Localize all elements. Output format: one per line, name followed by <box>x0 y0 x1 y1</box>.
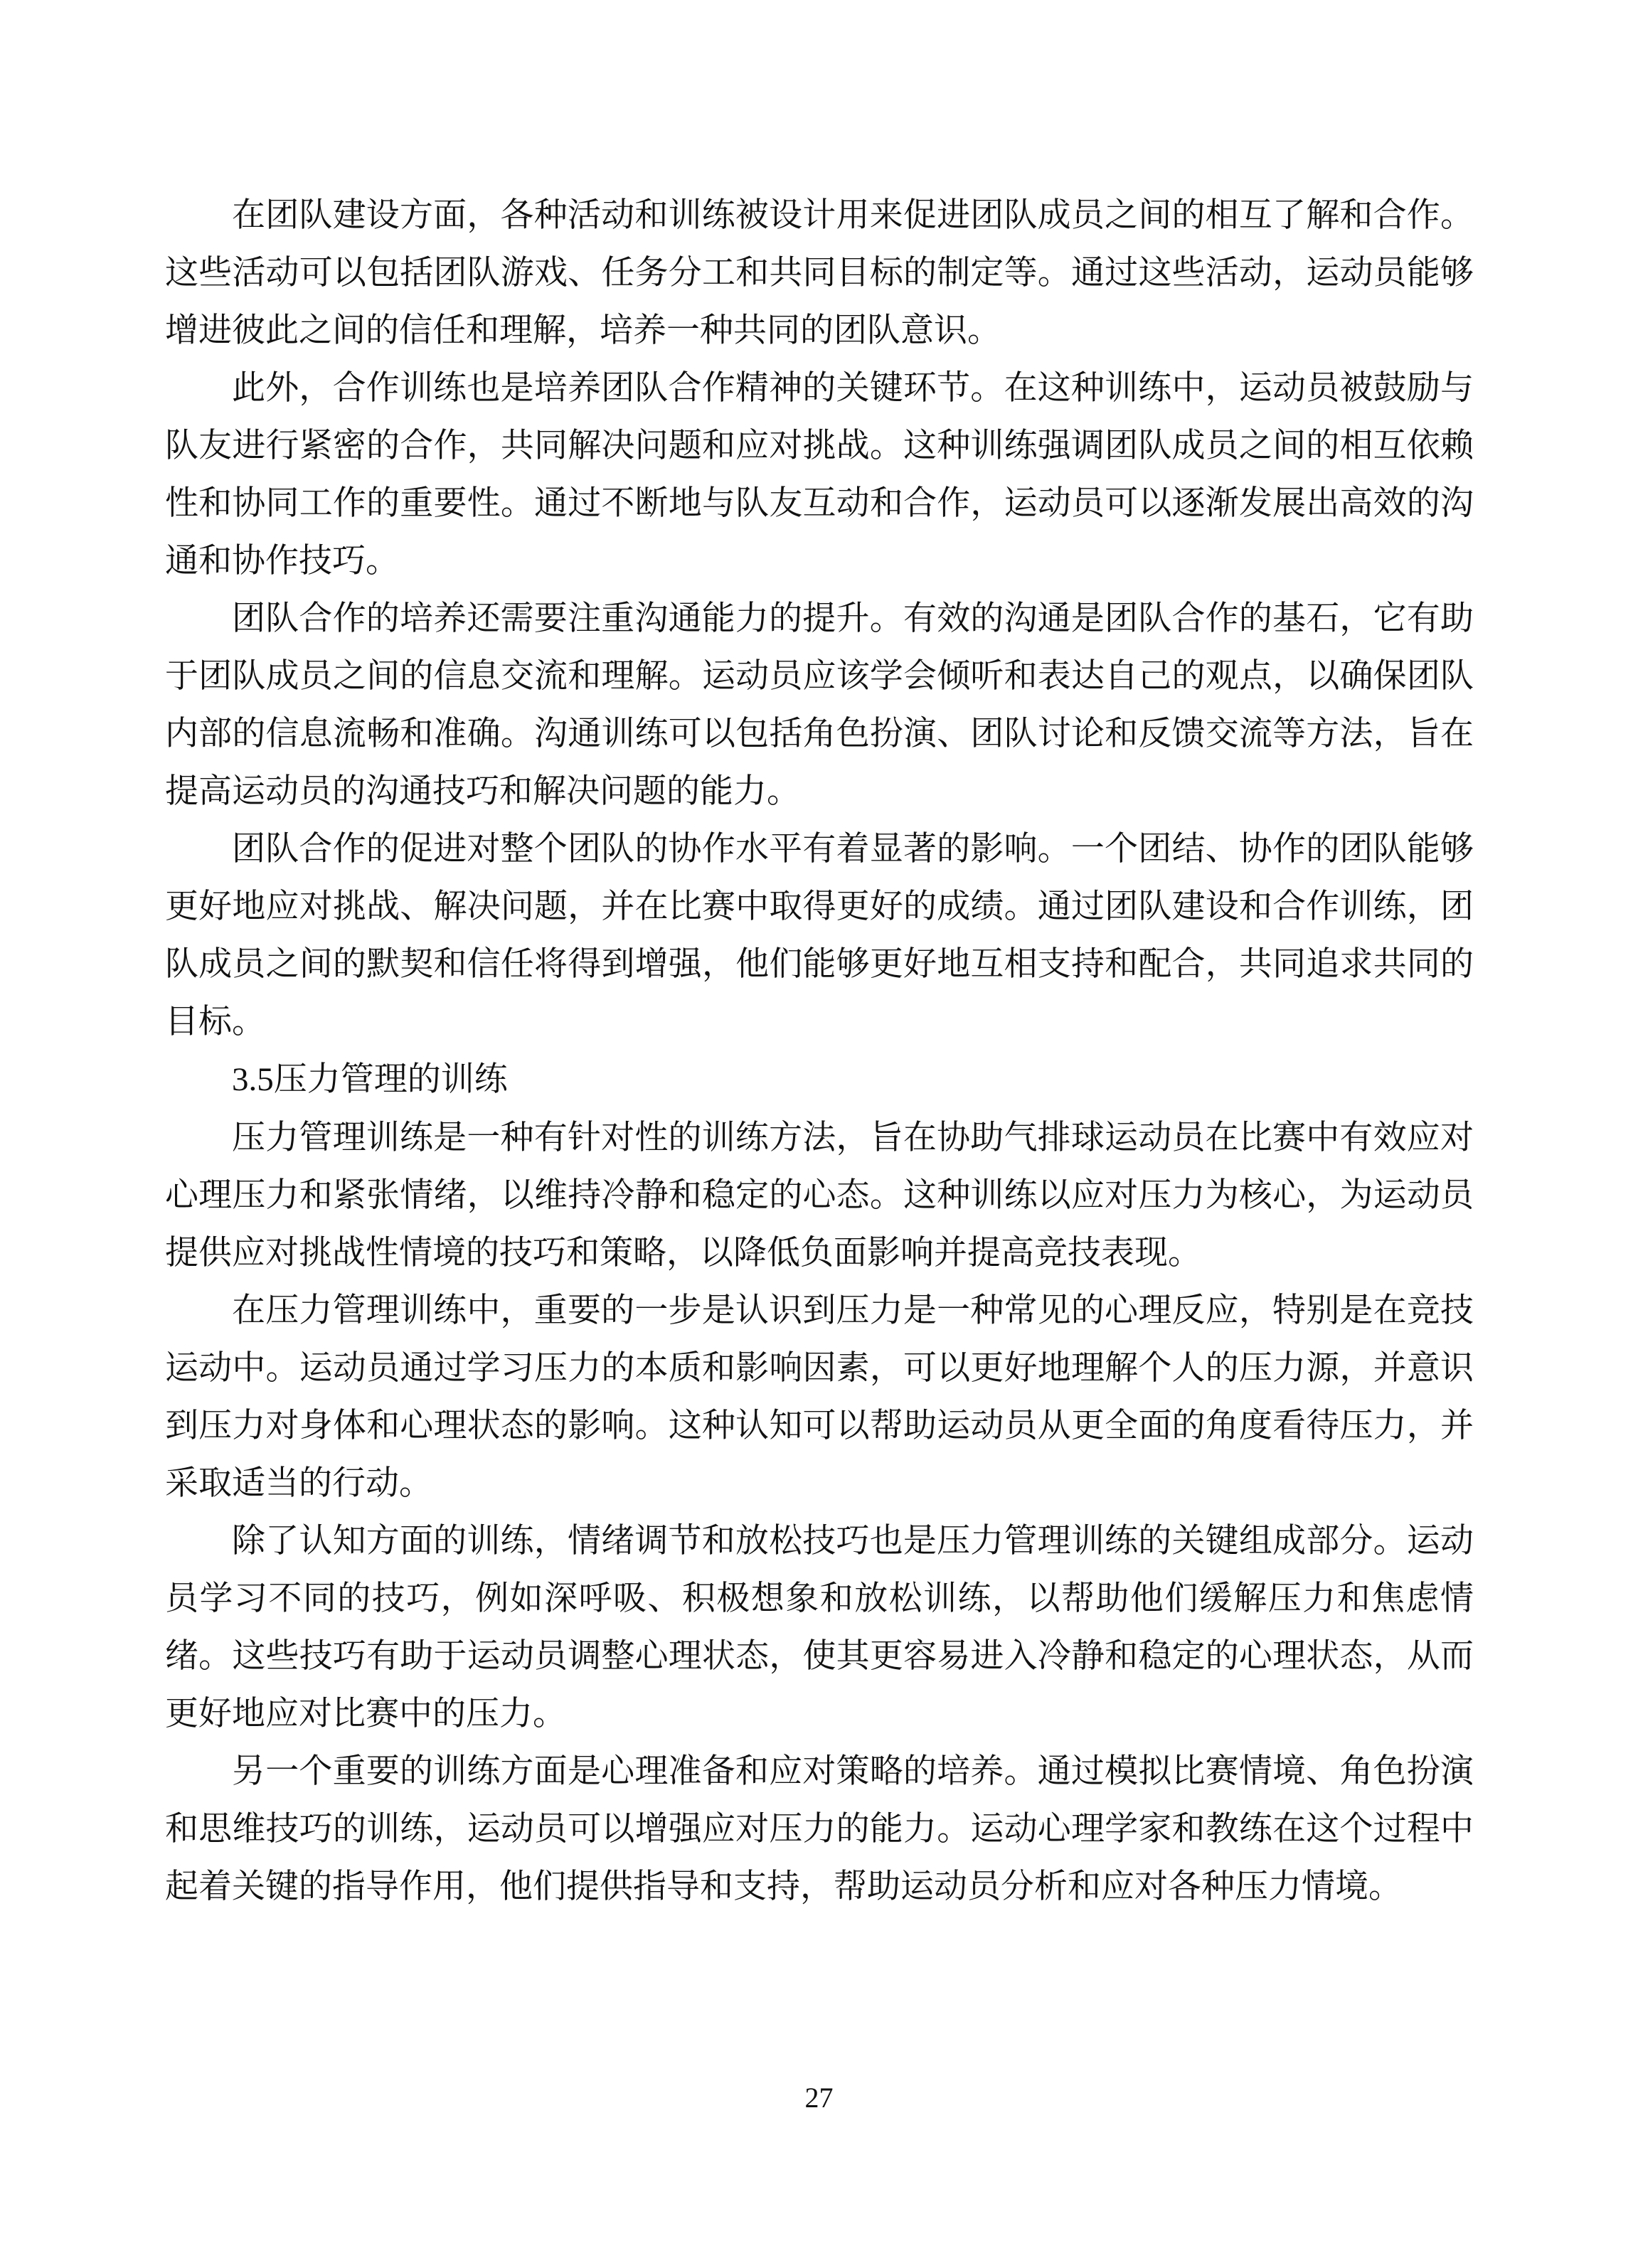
paragraph-stress-awareness: 在压力管理训练中，重要的一步是认识到压力是一种常见的心理反应，特别是在竞技运动中。运动员通过学习压力的本质和影响因素，可以更好地理解个人的压力源，并意识到压力对身体和心理状态的影响。这种认知可以帮助运动员从更全面的角度看待压力，并采取适当的行动。 <box>165 1291 1474 1503</box>
section-heading <box>165 1050 1474 1109</box>
paragraph-cooperation-training: 此外，合作训练也是培养团队合作精神的关键环节。在这种训练中，运动员被鼓励与队友进行紧密的合作，共同解决问题和应对挑战。这种训练强调团队成员之间的相互依赖性和协同工作的重要性。通过不断地与队友互动和合作，运动员可以逐渐发展出高效的沟通和协作技巧。 <box>165 368 1474 580</box>
paragraph-team-effect: 团队合作的促进对整个团队的协作水平有着显著的影响。一个团结、协作的团队能够更好地应对挑战、解决问题，并在比赛中取得更好的成绩。通过团队建设和合作训练，团队成员之间的默契和信任将得到增强，他们能够更好地互相支持和配合，共同追求共同的目标。 <box>165 829 1474 1041</box>
section-title: 压力管理的训练 <box>273 1060 508 1099</box>
paragraph-team-building: 在团队建设方面，各种活动和训练被设计用来促进团队成员之间的相互了解和合作。这些活动可以包括团队游戏、任务分工和共同目标的制定等。通过这些活动，运动员能够增进彼此之间的信任和理解，培养一种共同的团队意识。 <box>165 196 1474 350</box>
document-body <box>165 186 1474 1915</box>
paragraph-mental-preparation: 另一个重要的训练方面是心理准备和应对策略的培养。通过模拟比赛情境、角色扮演和思维技巧的训练，运动员可以增强应对压力的能力。运动心理学家和教练在这个过程中起着关键的指导作用，他们提供指导和支持，帮助运动员分析和应对各种压力情境。 <box>165 1752 1474 1906</box>
paragraph-stress-intro: 压力管理训练是一种有针对性的训练方法，旨在协助气排球运动员在比赛中有效应对心理压力和紧张情绪，以维持冷静和稳定的心态。这种训练以应对压力为核心，为运动员提供应对挑战性情境的技巧和策略，以降低负面影响并提高竞技表现。 <box>165 1118 1474 1272</box>
paragraph-communication: 团队合作的培养还需要注重沟通能力的提升。有效的沟通是团队合作的基石，它有助于团队成员之间的信息交流和理解。运动员应该学会倾听和表达自己的观点，以确保团队内部的信息流畅和准确。沟通训练可以包括角色扮演、团队讨论和反馈交流等方法，旨在提高运动员的沟通技巧和解决问题的能力。 <box>165 599 1474 811</box>
page-number: 27 <box>804 2082 834 2114</box>
paragraph-emotion-regulation: 除了认知方面的训练，情绪调节和放松技巧也是压力管理训练的关键组成部分。运动员学习不同的技巧，例如深呼吸、积极想象和放松训练，以帮助他们缓解压力和焦虑情绪。这些技巧有助于运动员调整心理状态，使其更容易进入冷静和稳定的心理状态，从而更好地应对比赛中的压力。 <box>165 1521 1474 1733</box>
section-number: 3.5 <box>232 1061 274 1098</box>
